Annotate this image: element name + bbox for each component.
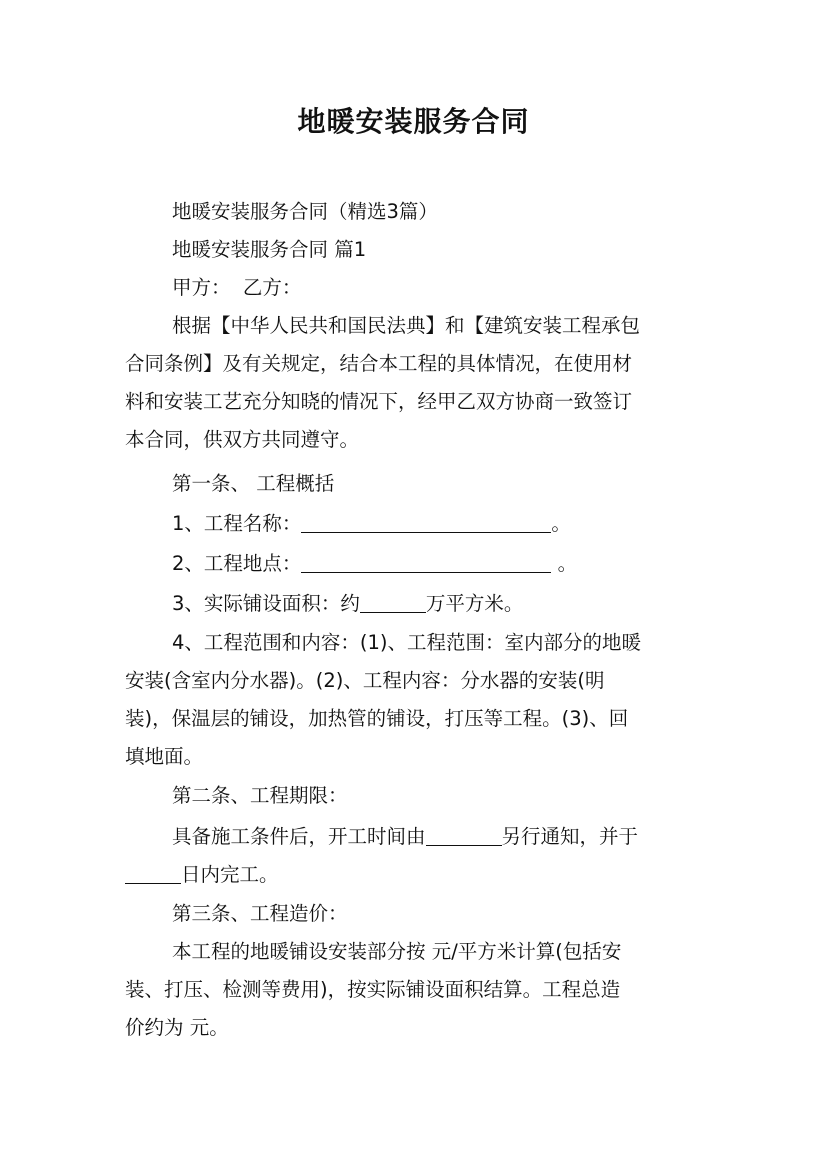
project-location-blank: [301, 550, 551, 573]
period-line-1: [125, 818, 752, 856]
article-3-heading: 第三条、工程造价：: [172, 902, 348, 925]
area-blank: [360, 590, 426, 613]
parties-line: 甲方： 乙方：: [172, 276, 302, 299]
item-project-name-end: 。: [551, 512, 571, 535]
preamble-line-3: 料和安装工艺充分知晓的情况下，经甲乙双方协商一致签订: [125, 390, 633, 413]
item-project-location-end: 。: [551, 552, 578, 575]
scope-line-4: 填地面。: [125, 745, 204, 768]
article-2-heading: 第二条、工程期限：: [172, 784, 348, 807]
item-project-name-label: 1、工程名称：: [172, 512, 302, 535]
period-notice-text: 另行通知，并于: [501, 825, 639, 848]
article-1-heading: 第一条、 工程概括: [172, 472, 335, 495]
item-project-location-label: 2、工程地点：: [172, 552, 302, 575]
item-area: [125, 585, 752, 623]
item-project-name: [125, 505, 752, 543]
cost-line-3: 价约为 元。: [125, 1016, 229, 1039]
preamble-line-4: 本合同，供双方共同遵守。: [125, 428, 360, 451]
period-end-text: 日内完工。: [181, 863, 279, 886]
start-date-blank: [426, 823, 502, 846]
scope-line-1: 4、工程范围和内容：(1)、工程范围：室内部分的地暖: [172, 631, 642, 654]
project-name-blank: [301, 510, 551, 533]
period-line-2: [125, 856, 705, 894]
item-area-label: 3、实际铺设面积：约: [172, 592, 360, 615]
scope-line-2: 安装(含室内分水器)。(2)、工程内容：分水器的安装(明: [125, 669, 605, 692]
item-project-location: [125, 545, 752, 583]
cost-line-1: 本工程的地暖铺设安装部分按 元/平方米计算(包括安: [172, 940, 622, 963]
cost-line-2: 装、打压、检测等费用)，按实际铺设面积结算。工程总造: [125, 978, 621, 1001]
preamble-line-1: 根据【中华人民共和国民法典】和【建筑安装工程承包: [172, 314, 641, 337]
days-blank: [125, 861, 181, 884]
period-start-text: 具备施工条件后，开工时间由: [172, 825, 426, 848]
document-title: 地暖安装服务合同: [297, 105, 530, 138]
subtitle: 地暖安装服务合同（精选3篇）: [172, 200, 438, 223]
item-area-end: 万平方米。: [425, 592, 524, 615]
section-heading: 地暖安装服务合同 篇1: [172, 238, 367, 261]
preamble-line-2: 合同条例】及有关规定，结合本工程的具体情况，在使用材: [125, 352, 633, 375]
scope-line-3: 装)，保温层的铺设，加热管的铺设，打压等工程。(3)、回: [125, 707, 629, 730]
